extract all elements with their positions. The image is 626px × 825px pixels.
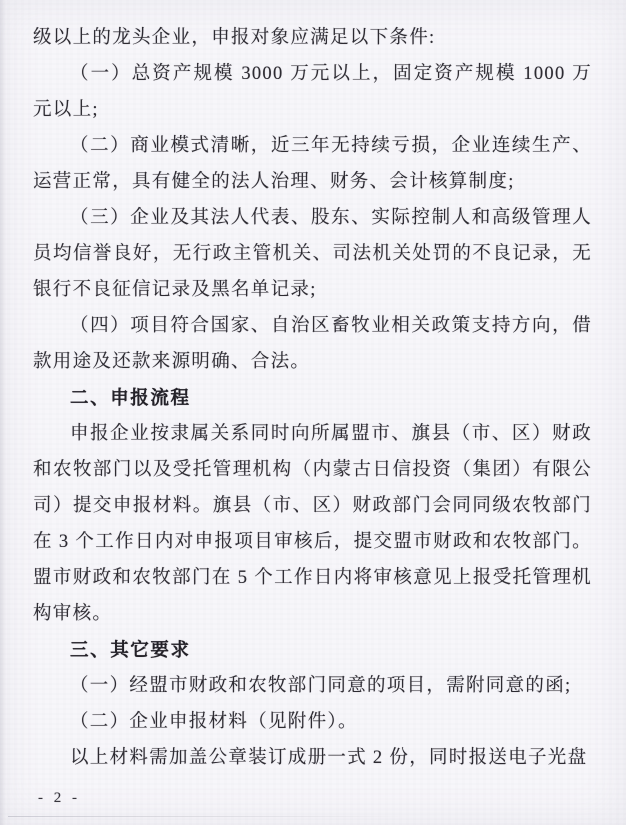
scan-edge-shadow <box>0 0 6 825</box>
condition-item-1: （一）总资产规模 3000 万元以上，固定资产规模 1000 万元以上; <box>33 64 592 120</box>
condition-item-2: （二）商业模式清晰，近三年无持续亏损，企业连续生产、运营正常，具有健全的法人治理、财务、会计核算制度; <box>33 136 592 192</box>
section-heading-application-process: 二、申报流程 <box>70 387 191 408</box>
condition-item-4: （四）项目符合国家、自治区畜牧业相关政策支持方向，借款用途及还款来源明确、合法。 <box>33 316 592 372</box>
scan-artifact-line <box>8 816 408 817</box>
closing-paragraph: 以上材料需加盖公章装订成册一式 2 份，同时报送电子光盘 <box>70 748 588 768</box>
other-requirement-item-1: （一）经盟市财政和农牧部门同意的项目，需附同意的函; <box>70 676 572 696</box>
section-heading-other-requirements: 三、其它要求 <box>70 639 191 660</box>
continued-paragraph: 级以上的龙头企业，申报对象应满足以下条件: <box>33 28 436 48</box>
page-number: - 2 - <box>38 790 81 806</box>
application-process-paragraph: 申报企业按隶属关系同时向所属盟市、旗县（市、区）财政和农牧部门以及受托管理机构（内蒙古日信投资（集团）有限公司）提交申报材料。旗县（市、区）财政部门会同同级农牧部门在 3 个工作日内对申报项目审核后，提交盟市财政和农牧部门。盟市财政和农牧部门在 5 个工作日内将审核意见上报受托管理机构审核。 <box>33 424 592 624</box>
condition-item-3: （三）企业及其法人代表、股东、实际控制人和高级管理人员均信誉良好，无行政主管机关、司法机关处罚的不良记录，无银行不良征信记录及黑名单记录; <box>33 208 592 300</box>
document-text-block <box>33 20 592 776</box>
other-requirement-item-2: （二）企业申报材料（见附件）。 <box>70 712 358 732</box>
